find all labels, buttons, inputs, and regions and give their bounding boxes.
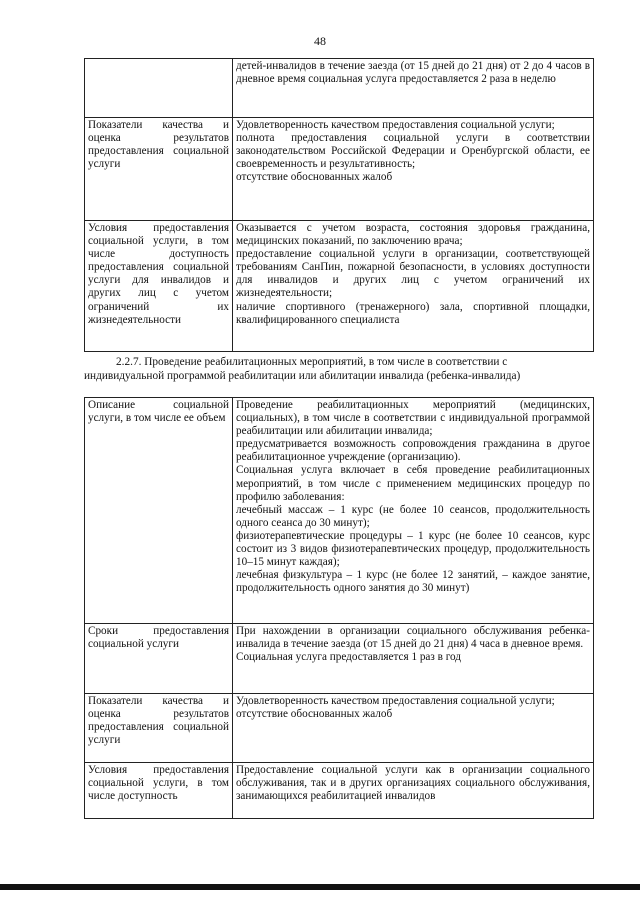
section-heading — [84, 356, 596, 383]
value-line: предоставление социальной услуги в организации, соответствующей требованиям СанПин, пожарной безопасности, в условиях доступности для инвалидов и других лиц с учетом ограничений их жизнедеятельности; — [236, 248, 590, 300]
table-row — [85, 398, 594, 624]
row-label: Условия предоставления социальной услуги, в том числе доступность — [85, 763, 233, 819]
value-line: предусматривается возможность сопровождения гражданина в другое реабилитационное учреждение (организацию). — [236, 438, 590, 464]
value-line: Социальная услуга предоставляется 1 раз в год — [236, 651, 461, 664]
value-line: отсутствие обоснованных жалоб — [236, 171, 393, 184]
table-row — [85, 221, 594, 352]
row-label: Показатели качества и оценка результатов предоставления социальной услуги — [85, 694, 233, 763]
row-value — [233, 694, 594, 763]
table-row — [85, 59, 594, 118]
value-line: Удовлетворенность качеством предоставления социальной услуги; — [236, 695, 555, 707]
value-line: Удовлетворенность качеством предоставления социальной услуги; — [236, 119, 555, 131]
table-row — [85, 694, 594, 763]
value-line: Предоставление социальной услуги как в организации социального обслуживания, так и в других организациях социального обслуживания, занимающихся реабилитацией инвалидов — [236, 764, 590, 803]
value-line: Проведение реабилитационных мероприятий (медицинских, социальных), в том числе в соответствии с индивидуальной программой реабилитации или абилитации инвалида; — [236, 399, 590, 438]
row-label: Условия предоставления социальной услуги, в том числе доступность предоставления социальной услуги для инвалидов и других лиц с учетом ограничений их жизнедеятельности — [85, 221, 233, 352]
value-line: лечебный массаж – 1 курс (не более 10 сеансов, продолжительность одного сеанса до 30 минут); — [236, 503, 590, 529]
row-label: Описание социальной услуги, в том числе ее объем — [85, 398, 233, 624]
table-row — [85, 763, 594, 819]
row-label: Показатели качества и оценка результатов предоставления социальной услуги — [85, 118, 233, 221]
value-line: детей-инвалидов в течение заезда (от 15 дней до 21 дня) от 2 до 4 часов в дневное время социальная услуга предоставляется 2 раза в неделю — [236, 60, 590, 86]
value-line: Оказывается с учетом возраста, состояния здоровья гражданина, медицинских показаний, по заключению врача; — [236, 222, 590, 248]
section-heading-line: индивидуальной программой реабилитации или абилитации инвалида (ребенка-инвалида) — [84, 369, 521, 382]
services-table-continued — [84, 58, 594, 352]
value-line: полнота предоставления социальной услуги в соответствии законодательством Российской Федерации и Оренбургской области, ее своевременность и результативность; — [236, 132, 590, 171]
value-line: лечебная физкультура – 1 курс (не более 12 занятий, – каждое занятие, продолжительность одного занятия до 30 минут) — [236, 569, 590, 595]
row-value — [233, 624, 594, 694]
value-line: При нахождении в организации социального обслуживания ребенка-инвалида в течение заезда (от 15 дней до 21 дня) 4 часа в дневное время. — [236, 625, 590, 651]
row-label: Сроки предоставления социальной услуги — [85, 624, 233, 694]
row-value — [233, 398, 594, 624]
table-row — [85, 118, 594, 221]
row-value — [233, 59, 594, 118]
table-row — [85, 624, 594, 694]
section-heading-line: 2.2.7. Проведение реабилитационных мероприятий, в том числе в соответствии с — [116, 356, 508, 368]
value-line: физиотерапевтические процедуры – 1 курс (не более 10 сеансов, курс состоит из 3 видов физиотерапевтических процедур, продолжительность 10–15 минут каждая); — [236, 529, 590, 569]
row-value — [233, 118, 594, 221]
value-line: наличие спортивного (тренажерного) зала, спортивной площадки, квалифицированного специалиста — [236, 300, 590, 326]
row-value — [233, 221, 594, 352]
page-number: 48 — [314, 34, 326, 48]
value-line: Социальная услуга включает в себя проведение реабилитационных мероприятий, в том числе с применением медицинских процедур по профилю заболевания: — [236, 464, 590, 503]
services-table — [84, 397, 594, 819]
scan-edge-bar — [0, 884, 640, 890]
row-label — [85, 59, 233, 118]
value-line: отсутствие обоснованных жалоб — [236, 708, 393, 721]
row-value — [233, 763, 594, 819]
